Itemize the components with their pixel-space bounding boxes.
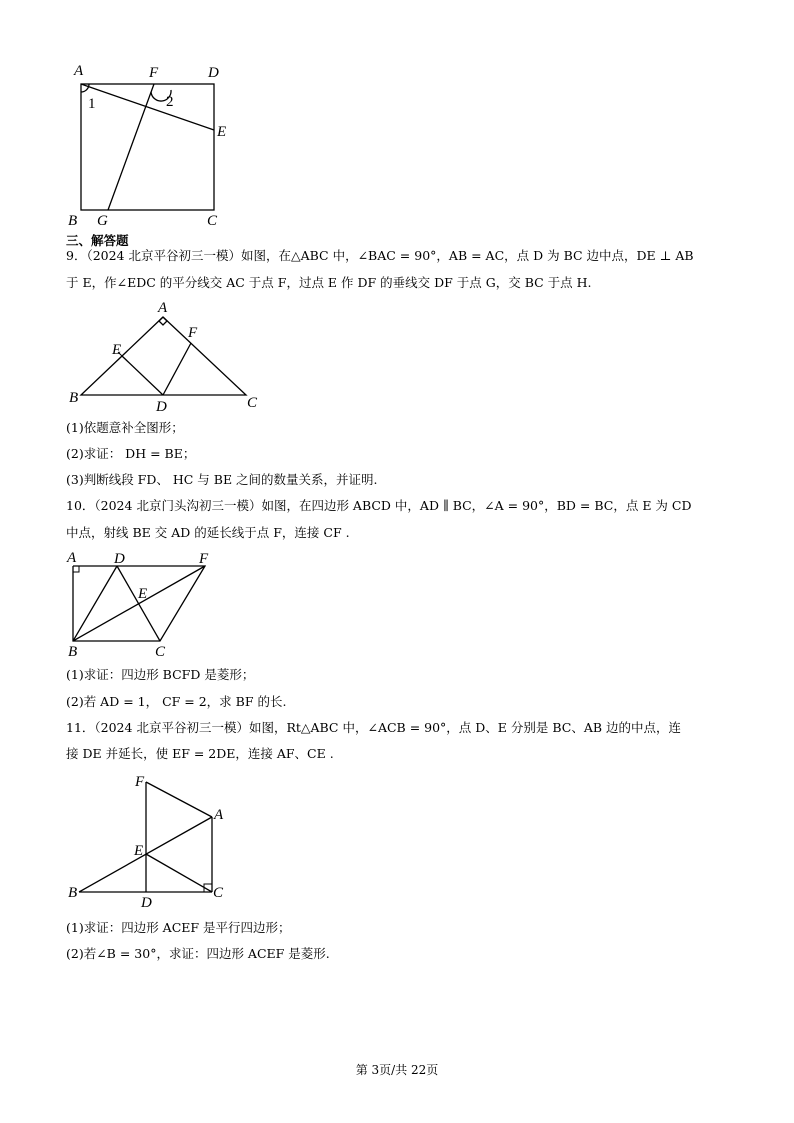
label-B: B <box>68 644 78 660</box>
label-E: E <box>134 843 144 859</box>
label-C: C <box>207 213 218 229</box>
q9-sub-1: (1)依题意补全图形； <box>66 420 184 435</box>
label-D: D <box>114 551 125 567</box>
page-footer: 第 3页/共 22页 <box>355 1063 439 1077</box>
label-F: F <box>188 325 198 341</box>
figure-square-abcd <box>60 58 240 233</box>
figure-q11-triangle <box>60 770 240 910</box>
label-A: A <box>214 807 224 823</box>
label-A: A <box>158 300 168 316</box>
label-C: C <box>155 644 166 660</box>
label-C: C <box>213 885 224 901</box>
label-B: B <box>68 213 78 229</box>
label-angle-2: 2 <box>166 94 174 110</box>
q11-sub-1: (1)求证：四边形 ACEF 是平行四边形； <box>66 920 291 935</box>
q11-sub-2: (2)若∠B = 30°，求证：四边形 ACEF 是菱形. <box>66 946 330 961</box>
q9-sub-2: (2)求证： DH = BE； <box>66 446 196 461</box>
label-F: F <box>135 774 145 790</box>
q10-sub-2: (2)若 AD = 1， CF = 2，求 BF 的长. <box>66 694 287 709</box>
segment-bf <box>73 566 205 641</box>
label-B: B <box>69 390 79 406</box>
label-D: D <box>208 65 219 81</box>
label-D: D <box>141 895 152 910</box>
q11-line-1: 11．（2024 北京平谷初三一模）如图，Rt△ABC 中，∠ACB = 90°，点 D、E 分别是 BC、AB 边的中点，连 <box>66 720 682 735</box>
label-B: B <box>68 885 78 901</box>
label-A: A <box>74 63 84 79</box>
right-angle-a <box>159 317 167 325</box>
label-angle-1: 1 <box>88 96 96 112</box>
label-F: F <box>149 65 159 81</box>
segment-ec <box>146 854 212 892</box>
label-G: G <box>97 213 108 229</box>
label-C: C <box>247 395 258 411</box>
figure-q10-quadrilateral <box>60 546 230 661</box>
q9-sub-3: (3)判断线段 FD、 HC 与 BE 之间的数量关系，并证明. <box>66 472 378 487</box>
q10-line-2: 中点，射线 BE 交 AD 的延长线于点 F，连接 CF . <box>66 525 350 540</box>
label-E: E <box>112 342 122 358</box>
section-header: 三、解答题 <box>66 233 129 248</box>
triangle-abc <box>81 317 246 395</box>
q10-line-1: 10．（2024 北京门头沟初三一模）如图，在四边形 ABCD 中，AD ∥ BC，∠A = 90°，BD = BC，点 E 为 CD <box>66 498 692 513</box>
label-A: A <box>67 550 77 566</box>
figure-q9-triangle <box>60 295 270 415</box>
line-ae <box>81 84 214 130</box>
segment-ed <box>122 356 163 395</box>
q11-line-2: 接 DE 并延长，使 EF = 2DE，连接 AF、CE . <box>66 746 334 761</box>
q10-sub-1: (1)求证：四边形 BCFD 是菱形； <box>66 667 255 682</box>
label-E: E <box>138 586 148 602</box>
right-angle-a <box>73 566 79 572</box>
segment-fa <box>146 782 212 817</box>
segment-df <box>163 343 191 395</box>
label-F: F <box>199 551 209 567</box>
q9-line-2: 于 E，作∠EDC 的平分线交 AC 于点 F，过点 E 作 DF 的垂线交 DF 于点 G，交 BC 于点 H. <box>66 275 592 290</box>
line-fg <box>108 84 154 210</box>
q9-line-1: 9．（2024 北京平谷初三一模）如图，在△ABC 中，∠BAC = 90°，AB = AC，点 D 为 BC 边中点，DE ⊥ AB <box>66 248 694 263</box>
label-E: E <box>217 124 227 140</box>
label-D: D <box>156 399 167 415</box>
segment-bd <box>73 566 117 641</box>
